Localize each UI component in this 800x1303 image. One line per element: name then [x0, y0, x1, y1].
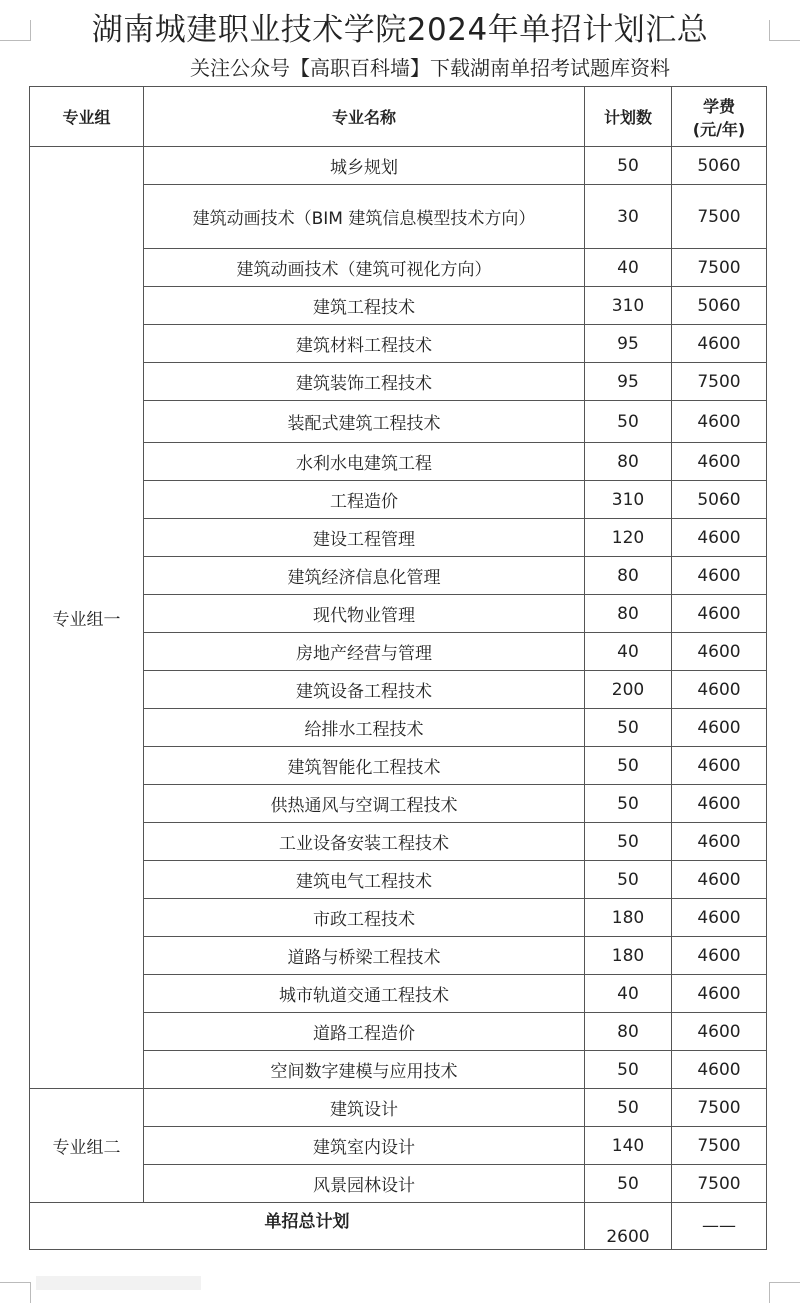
fee-cell: 4600 — [672, 325, 767, 363]
plan-cell: 50 — [585, 147, 672, 185]
major-cell: 道路工程造价 — [144, 1013, 585, 1051]
plan-cell: 180 — [585, 937, 672, 975]
major-cell: 建筑设计 — [144, 1089, 585, 1127]
table-row — [30, 147, 767, 185]
page-subtitle: 关注公众号【高职百科墙】下载湖南单招考试题库资料 — [190, 56, 670, 80]
major-cell: 现代物业管理 — [144, 595, 585, 633]
major-cell: 工业设备安装工程技术 — [144, 823, 585, 861]
fee-cell: 4600 — [672, 975, 767, 1013]
group-cell: 专业组一 — [30, 147, 144, 1089]
plan-cell: 40 — [585, 249, 672, 287]
header-fee-line2: (元/年) — [692, 119, 746, 139]
fee-cell: 4600 — [672, 899, 767, 937]
major-cell: 水利水电建筑工程 — [144, 443, 585, 481]
plan-cell: 50 — [585, 823, 672, 861]
major-cell: 房地产经营与管理 — [144, 633, 585, 671]
header-plan: 计划数 — [585, 87, 672, 147]
fee-cell: 5060 — [672, 481, 767, 519]
plan-cell: 50 — [585, 1089, 672, 1127]
crop-mark — [0, 1282, 31, 1303]
fee-cell: 7500 — [672, 249, 767, 287]
plan-cell: 95 — [585, 363, 672, 401]
page-title: 湖南城建职业技术学院2024年单招计划汇总 — [91, 12, 709, 48]
plan-cell: 80 — [585, 1013, 672, 1051]
major-cell: 道路与桥梁工程技术 — [144, 937, 585, 975]
fee-cell: 4600 — [672, 1051, 767, 1089]
fee-cell: 4600 — [672, 633, 767, 671]
major-cell: 市政工程技术 — [144, 899, 585, 937]
crop-mark — [769, 1282, 800, 1303]
major-cell: 供热通风与空调工程技术 — [144, 785, 585, 823]
major-cell: 工程造价 — [144, 481, 585, 519]
table-row — [30, 1089, 767, 1127]
fee-cell: 7500 — [672, 185, 767, 249]
fee-cell: 7500 — [672, 1089, 767, 1127]
major-cell: 城乡规划 — [144, 147, 585, 185]
enrollment-plan-table — [29, 86, 767, 1250]
next-page-stub — [36, 1276, 201, 1290]
plan-cell: 80 — [585, 443, 672, 481]
group-cell: 专业组二 — [30, 1089, 144, 1203]
fee-cell: 7500 — [672, 363, 767, 401]
major-cell: 城市轨道交通工程技术 — [144, 975, 585, 1013]
major-cell: 装配式建筑工程技术 — [144, 401, 585, 443]
fee-cell: 4600 — [672, 557, 767, 595]
plan-cell: 120 — [585, 519, 672, 557]
plan-cell: 40 — [585, 633, 672, 671]
fee-cell: 4600 — [672, 823, 767, 861]
table-header-row — [30, 87, 767, 147]
fee-cell: 5060 — [672, 147, 767, 185]
total-plan: 2600 — [585, 1203, 672, 1250]
major-cell: 建筑经济信息化管理 — [144, 557, 585, 595]
major-cell: 建筑智能化工程技术 — [144, 747, 585, 785]
plan-cell: 80 — [585, 557, 672, 595]
plan-cell: 30 — [585, 185, 672, 249]
plan-cell: 310 — [585, 287, 672, 325]
major-cell: 建筑室内设计 — [144, 1127, 585, 1165]
header-fee-line1: 学费 — [702, 96, 735, 116]
fee-cell: 4600 — [672, 519, 767, 557]
plan-cell: 310 — [585, 481, 672, 519]
major-cell: 建设工程管理 — [144, 519, 585, 557]
fee-cell: 4600 — [672, 1013, 767, 1051]
plan-cell: 50 — [585, 709, 672, 747]
plan-cell: 50 — [585, 785, 672, 823]
major-cell: 建筑设备工程技术 — [144, 671, 585, 709]
major-cell: 建筑电气工程技术 — [144, 861, 585, 899]
plan-cell: 50 — [585, 747, 672, 785]
total-label: 单招总计划 — [30, 1203, 585, 1250]
plan-cell: 95 — [585, 325, 672, 363]
header-major: 专业名称 — [144, 87, 585, 147]
plan-cell: 200 — [585, 671, 672, 709]
fee-cell: 4600 — [672, 785, 767, 823]
plan-cell: 50 — [585, 1051, 672, 1089]
major-cell: 建筑动画技术（建筑可视化方向） — [144, 249, 585, 287]
fee-cell: 4600 — [672, 443, 767, 481]
plan-cell: 50 — [585, 401, 672, 443]
plan-cell: 50 — [585, 861, 672, 899]
major-cell: 建筑动画技术（BIM 建筑信息模型技术方向） — [144, 185, 585, 249]
fee-cell: 7500 — [672, 1165, 767, 1203]
total-row — [30, 1203, 767, 1250]
header-group: 专业组 — [30, 87, 144, 147]
major-cell: 风景园林设计 — [144, 1165, 585, 1203]
major-cell: 空间数字建模与应用技术 — [144, 1051, 585, 1089]
fee-cell: 4600 — [672, 937, 767, 975]
fee-cell: 7500 — [672, 1127, 767, 1165]
fee-cell: 4600 — [672, 861, 767, 899]
fee-cell: 5060 — [672, 287, 767, 325]
fee-cell: 4600 — [672, 709, 767, 747]
fee-cell: 4600 — [672, 595, 767, 633]
major-cell: 建筑装饰工程技术 — [144, 363, 585, 401]
major-cell: 建筑工程技术 — [144, 287, 585, 325]
fee-cell: 4600 — [672, 747, 767, 785]
plan-cell: 80 — [585, 595, 672, 633]
fee-cell: 4600 — [672, 401, 767, 443]
plan-cell: 140 — [585, 1127, 672, 1165]
major-cell: 给排水工程技术 — [144, 709, 585, 747]
major-cell: 建筑材料工程技术 — [144, 325, 585, 363]
plan-cell: 50 — [585, 1165, 672, 1203]
header-fee — [672, 87, 767, 147]
plan-cell: 40 — [585, 975, 672, 1013]
fee-cell: 4600 — [672, 671, 767, 709]
plan-cell: 180 — [585, 899, 672, 937]
total-fee: —— — [672, 1203, 767, 1250]
